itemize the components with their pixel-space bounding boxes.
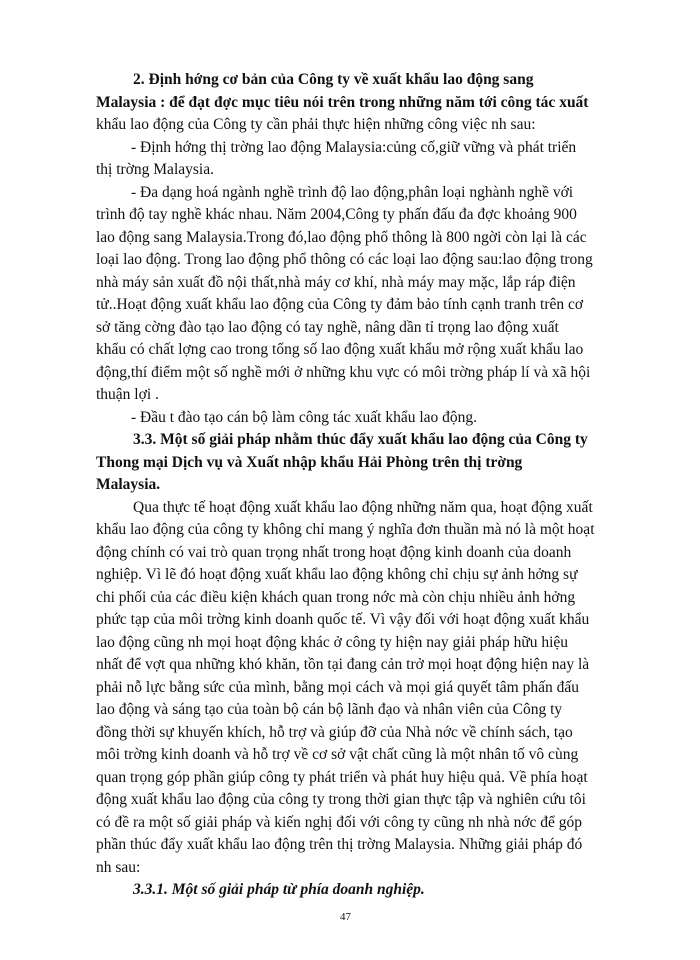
paragraph-line: thị trờng Malaysia.	[96, 161, 214, 178]
section-heading-line: Thong mại Dịch vụ và Xuất nhập khẩu Hải Phòng trên thị trờng	[96, 454, 523, 471]
paragraph-line: phần thúc đẩy xuất khẩu lao động trên thị trờng Malaysia. Những giải pháp đó	[96, 836, 583, 853]
paragraph-line: động xuất khẩu lao động của công ty trong thời gian thực tập và nghiên cứu tôi	[96, 791, 586, 808]
paragraph-line: quan trọng góp phần giúp công ty phát triển và phát huy hiệu quả. Về phía hoạt	[96, 769, 588, 786]
paragraph-line: loại lao động. Trong lao động phổ thông có các loại lao động sau:lao động trong	[96, 251, 593, 268]
bullet-line: - Đa dạng hoá ngành nghề trình độ lao động,phân loại nghành nghề với	[131, 184, 574, 201]
section-heading-line-1: 2. Định hớng cơ bản của Công ty về xuất khẩu lao động sang	[133, 71, 534, 88]
paragraph-line: lao động và sáng tạo của toàn bộ cán bộ lãnh đạo và nhân viên của Công ty	[96, 701, 563, 718]
paragraph-line: thuận lợi .	[96, 386, 159, 403]
paragraph-line: có đề ra một số giải pháp và kiến nghị đối với công ty cũng nh nhà nớc để góp	[96, 814, 583, 831]
paragraph-line: động,thí điểm một số nghề mới ở những khu vực có môi trờng pháp lí và xã hội	[96, 364, 591, 381]
paragraph-line: nhất để vợt qua những khó khăn, tồn tại đang cản trở mọi hoạt động hiện nay là	[96, 656, 590, 673]
section-heading-line: Malaysia.	[96, 476, 161, 493]
paragraph-line: đồng thời sự khuyến khích, hỗ trợ và giúp đỡ của Nhà nớc về chính sách, tạo	[96, 724, 573, 741]
section-heading-line: 3.3. Một số giải pháp nhằm thúc đẩy xuất khẩu lao động của Công ty	[133, 431, 588, 448]
paragraph-line: môi trờng kinh doanh và hỗ trợ về cơ sở vật chất cũng là một nhân tố vô cùng	[96, 746, 579, 763]
page-number: 47	[340, 911, 351, 923]
bullet-line: - Định hớng thị trờng lao động Malaysia:củng cố,giữ vững và phát triển	[131, 139, 577, 156]
paragraph-line: nhà máy sản xuất đồ nội thất,nhà máy cơ khí, nhà máy may mặc, lắp ráp điện	[96, 274, 576, 291]
paragraph-line: sở tăng cờng đào tạo lao động có tay nghề, nâng dần tỉ trọng lao động xuất	[96, 319, 559, 336]
bullet-line: - Đầu t đào tạo cán bộ làm công tác xuất khẩu lao động.	[131, 409, 478, 426]
section-heading-line-2: Malaysia : để đạt đợc mục tiêu nói trên trong những năm tới công tác xuất	[96, 94, 589, 111]
paragraph-line: lao động cũng nh mọi hoạt động khác ở công ty hiện nay giải pháp hữu hiệu	[96, 634, 569, 651]
paragraph-line: phức tạp của môi trờng kinh doanh quốc tế. Vì vậy đối với hoạt động xuất khẩu	[96, 611, 590, 628]
subsection-heading: 3.3.1. Một số giải pháp từ phía doanh nghiệp.	[133, 881, 425, 898]
paragraph-line: phải nỗ lực bằng sức của mình, bằng mọi cách và mọi giá quyết tâm phấn đấu	[96, 679, 579, 696]
paragraph-line: lao động sang Malaysia.Trong đó,lao động phổ thông là 800 ngời còn lại là các	[96, 229, 587, 246]
paragraph-line: trình độ tay nghề khác nhau. Năm 2004,Công ty phấn đấu đa đợc khoảng 900	[96, 206, 577, 223]
paragraph-line: khẩu có chất lợng cao trong tổng số lao động xuất khẩu mở rộng xuất khẩu lao	[96, 341, 584, 358]
paragraph-line: khẩu lao động của Công ty cần phải thực hiện những công việc nh sau:	[96, 116, 536, 133]
paragraph-line: động chính có vai trò quan trọng nhất trong hoạt động kinh doanh của doanh	[96, 544, 572, 561]
paragraph-line: tử..Hoạt động xuất khẩu lao động của Công ty đảm bảo tính cạnh tranh trên cơ	[96, 296, 584, 313]
paragraph-line: khẩu lao động của công ty không chỉ mang ý nghĩa đơn thuần mà nó là một hoạt	[96, 521, 595, 538]
paragraph-line: nh sau:	[96, 859, 141, 876]
paragraph-line: nghiệp. Vì lẽ đó hoạt động xuất khẩu lao động không chỉ chịu sự ảnh hởng sự	[96, 566, 578, 583]
paragraph-line: chi phối của các điều kiện khách quan trong nớc mà còn chịu nhiều ảnh hởng	[96, 589, 576, 606]
paragraph-line: Qua thực tế hoạt động xuất khẩu lao động những năm qua, hoạt động xuất	[133, 499, 593, 516]
